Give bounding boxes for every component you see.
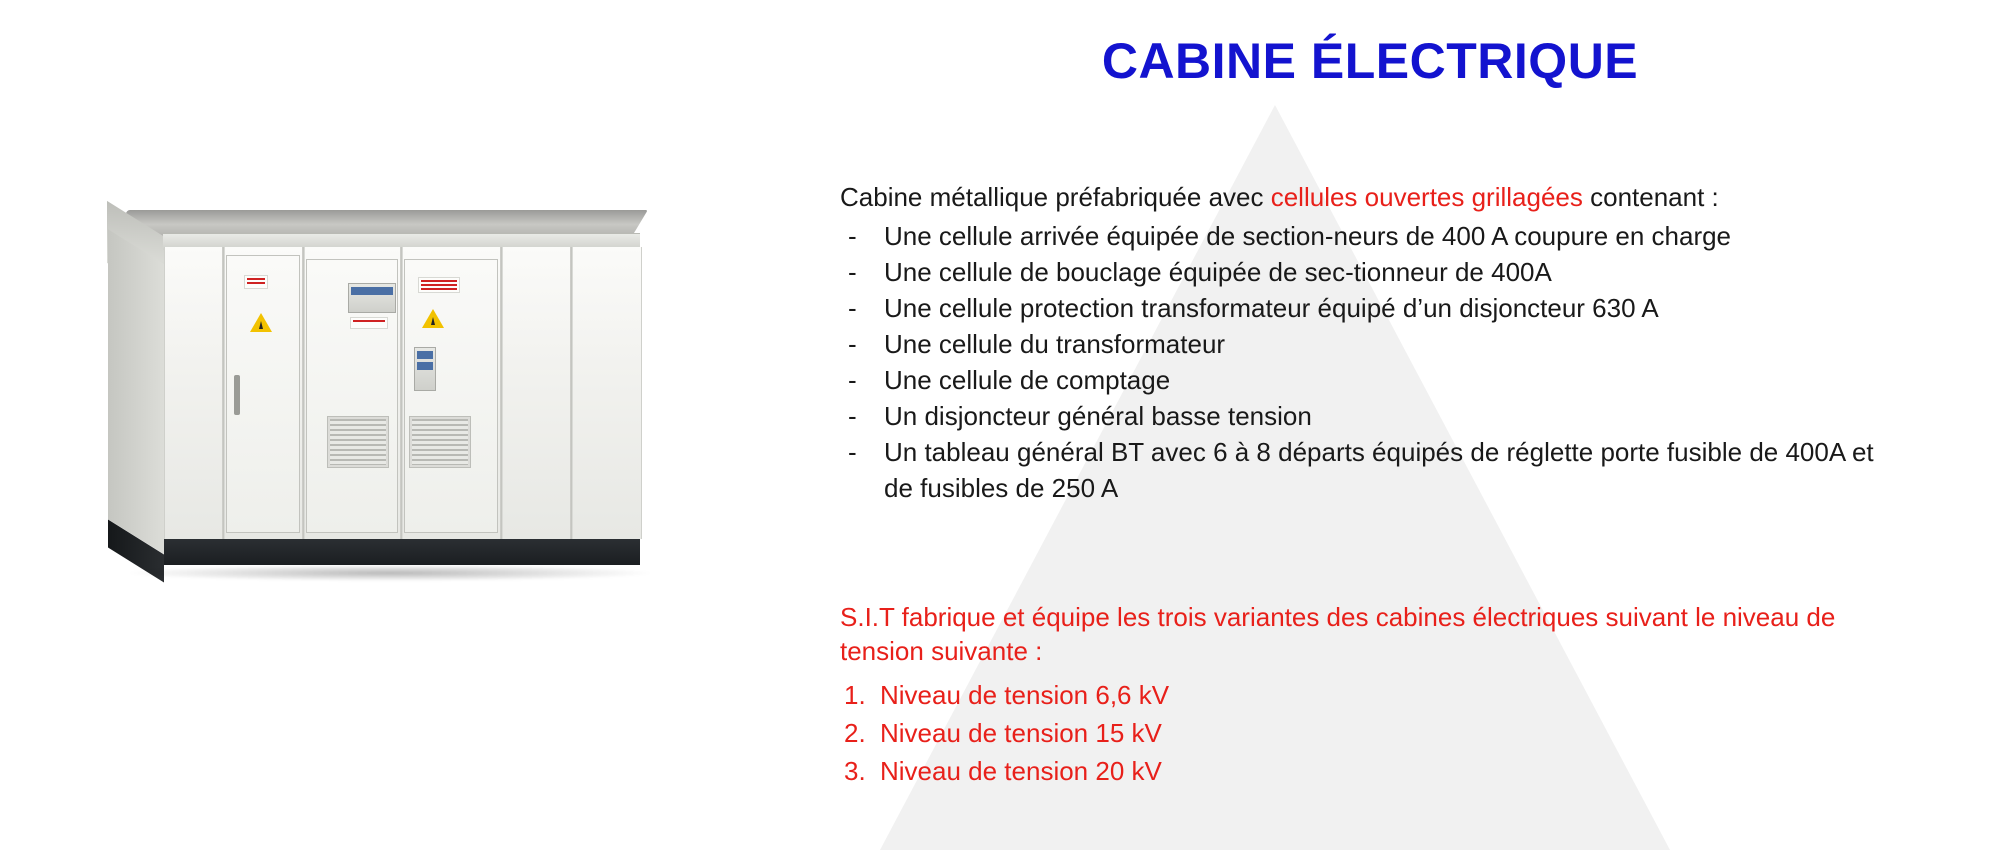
list-item-number: 3. — [844, 756, 866, 786]
list-item — [840, 714, 1900, 752]
list-item — [840, 254, 1900, 290]
list-item — [840, 326, 1900, 362]
list-item-text: Niveau de tension 20 kV — [880, 756, 1162, 786]
list-item — [840, 290, 1900, 326]
door-handle-left — [234, 375, 240, 415]
bullet-dash: - — [848, 257, 857, 287]
cell-door-right — [404, 259, 498, 533]
base-plinth-front — [164, 539, 640, 565]
ventilation-louver-right — [410, 417, 470, 467]
list-item-text: Une cellule de comptage — [884, 365, 1171, 395]
intro-highlight: cellules ouvertes grillagées — [1270, 182, 1583, 212]
list-item — [840, 398, 1900, 434]
list-item-number: 2. — [844, 718, 866, 748]
list-item — [840, 434, 1900, 506]
panel-seam — [400, 247, 403, 539]
intro-after: contenant : — [1582, 182, 1719, 212]
panel-seam — [500, 247, 503, 539]
list-item-text: Une cellule protection transformateur équipé d’un disjoncteur 630 A — [884, 293, 1659, 323]
bullet-dash: - — [848, 293, 857, 323]
specification-block — [840, 180, 1900, 506]
ventilation-louver-left — [328, 417, 388, 467]
bullet-dash: - — [848, 329, 857, 359]
list-item-text: Une cellule de bouclage équipée de sec-tionneur de 400A — [884, 257, 1552, 287]
panel-seam — [570, 247, 573, 539]
list-item — [840, 676, 1900, 714]
list-item-text: Une cellule arrivée équipée de section-neurs de 400 A coupure en charge — [884, 221, 1732, 251]
warning-sticker-red — [418, 277, 460, 293]
bullet-dash: - — [848, 221, 857, 251]
voltage-variants-list — [840, 676, 1900, 790]
voltage-variants-note — [840, 600, 1900, 790]
intro-paragraph — [840, 180, 1900, 214]
warning-sticker-small — [244, 275, 268, 289]
list-item — [840, 362, 1900, 398]
bullet-dash: - — [848, 365, 857, 395]
voltage-note-lead: S.I.T fabrique et équipe les trois variantes des cabines électriques suivant le niveau de tension suivante : — [840, 602, 1836, 666]
list-item — [840, 218, 1900, 254]
meter-window — [348, 283, 396, 313]
cabine-electrique-photo — [70, 185, 730, 645]
nameplate-label — [350, 317, 388, 329]
specification-list — [840, 218, 1900, 506]
list-item-text: Niveau de tension 6,6 kV — [880, 680, 1170, 710]
list-item-text: Un disjoncteur général basse tension — [884, 401, 1312, 431]
list-item — [840, 752, 1900, 790]
list-item-number: 1. — [844, 680, 866, 710]
ground-shadow — [130, 565, 650, 581]
left-side-wall — [108, 229, 165, 555]
list-item-text: Un tableau général BT avec 6 à 8 départs équipés de réglette porte fusible de 400A et de fusibles de 250 A — [884, 437, 1874, 503]
electrical-hazard-icon — [422, 309, 444, 328]
intro-before: Cabine métallique préfabriquée avec — [840, 182, 1271, 212]
panel-seam — [302, 247, 305, 539]
list-item-text: Une cellule du transformateur — [884, 329, 1226, 359]
control-panel-box — [414, 347, 436, 391]
panel-seam — [222, 247, 225, 539]
electrical-hazard-icon — [250, 313, 272, 332]
bullet-dash: - — [848, 401, 857, 431]
list-item-text: Niveau de tension 15 kV — [880, 718, 1162, 748]
page-title: CABINE ÉLECTRIQUE — [1101, 33, 1639, 89]
bullet-dash: - — [848, 437, 857, 467]
